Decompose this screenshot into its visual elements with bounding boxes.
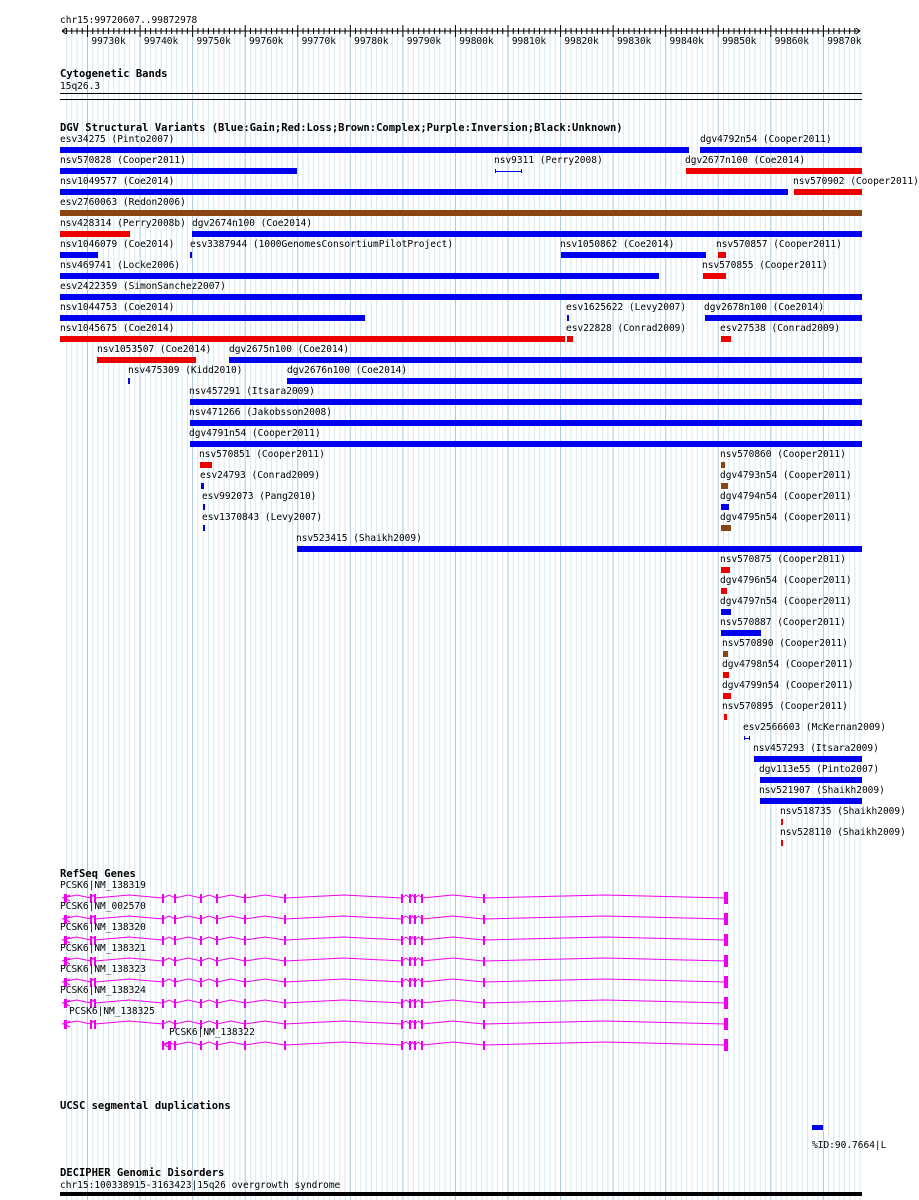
dgv-variant-bar[interactable] [128,378,130,384]
dgv-variant-bar[interactable] [60,336,565,342]
dgv-variant-label: dgv2675n100 (Coe2014) [229,344,350,355]
dgv-variant-bar[interactable] [203,525,205,531]
ruler-tick-label: 99770k [301,36,336,47]
decipher-label: chr15:100338915-3163423|15q26 overgrowth syndrome [60,1180,341,1191]
dgv-variant-label: dgv4794n54 (Cooper2011) [720,491,852,502]
dgv-variant-label: nsv475309 (Kidd2010) [128,365,243,376]
gene-model[interactable] [62,997,728,1009]
dgv-variant-bar[interactable] [754,756,862,762]
gene-label: PCSK6|NM_138323 [60,964,146,975]
dgv-variant-bar[interactable] [60,168,297,174]
ruler-tick-label: 99870k [827,36,862,47]
gene-label: PCSK6|NM_138319 [60,880,146,891]
dgv-variant-bar[interactable] [721,336,731,342]
dgv-variant-bar[interactable] [287,378,862,384]
ruler-tick-label: 99730k [91,36,126,47]
segdup-feature[interactable] [812,1125,823,1130]
dgv-variant-label: nsv1050862 (Coe2014) [560,239,675,250]
dgv-variant-label: dgv4799n54 (Cooper2011) [722,680,854,691]
dgv-variant-label: dgv4791n54 (Cooper2011) [189,428,321,439]
dgv-variant-bar[interactable] [721,504,729,510]
gene-model[interactable] [62,892,728,904]
dgv-variant-label: nsv570828 (Cooper2011) [60,155,186,166]
dgv-variant-bar[interactable] [190,399,862,405]
dgv-variant-label: esv27538 (Conrad2009) [720,323,841,334]
dgv-variant-bar[interactable] [705,315,862,321]
dgv-variant-label: dgv2677n100 (Coe2014) [685,155,806,166]
dgv-variant-label: dgv4798n54 (Cooper2011) [722,659,854,670]
dgv-variant-label: esv3387944 (1000GenomesConsortiumPilotProject) [190,239,454,250]
ruler-tick-label: 99750k [196,36,231,47]
cytoband-top-line [60,93,862,94]
cytoband-bottom-line [60,99,862,100]
ruler-tick-label: 99840k [669,36,704,47]
dgv-variant-label: nsv570902 (Cooper2011) [793,176,919,187]
dgv-variant-bar[interactable] [495,169,522,173]
dgv-variant-bar[interactable] [721,630,761,636]
dgv-variant-bar[interactable] [686,168,862,174]
dgv-variant-bar[interactable] [190,252,192,258]
dgv-variant-bar[interactable] [723,693,731,699]
dgv-variant-bar[interactable] [567,315,569,321]
dgv-variant-label: nsv471266 (Jakobsson2008) [189,407,332,418]
gene-label: PCSK6|NM_002570 [60,901,146,912]
dgv-variant-bar[interactable] [721,483,728,489]
dgv-variant-bar[interactable] [760,798,862,804]
dgv-variant-label: nsv570887 (Cooper2011) [720,617,846,628]
dgv-variant-label: esv24793 (Conrad2009) [200,470,321,481]
dgv-variant-label: esv2422359 (SimonSanchez2007) [60,281,226,292]
dgv-variant-bar[interactable] [721,609,731,615]
dgv-variant-bar[interactable] [721,588,727,594]
dgv-variant-label: nsv1044753 (Coe2014) [60,302,175,313]
dgv-variant-bar[interactable] [723,651,728,657]
dgv-title: DGV Structural Variants (Blue:Gain;Red:Loss;Brown:Complex;Purple:Inversion;Black:Unknown) [60,122,623,134]
dgv-variant-label: dgv4797n54 (Cooper2011) [720,596,852,607]
dgv-variant-label: dgv4795n54 (Cooper2011) [720,512,852,523]
dgv-variant-label: nsv570851 (Cooper2011) [199,449,325,460]
dgv-variant-label: dgv4792n54 (Cooper2011) [700,134,832,145]
ruler-tick-label: 99860k [774,36,809,47]
refseq-title: RefSeq Genes [60,868,136,880]
dgv-variant-label: nsv1053507 (Coe2014) [97,344,212,355]
gene-label: PCSK6|NM_138321 [60,943,146,954]
dgv-variant-label: nsv1049577 (Coe2014) [60,176,175,187]
dgv-variant-label: nsv1046079 (Coe2014) [60,239,175,250]
dgv-variant-label: esv22828 (Conrad2009) [566,323,687,334]
dgv-variant-label: esv1625622 (Levy2007) [566,302,687,313]
dgv-variant-label: esv1370843 (Levy2007) [202,512,323,523]
gene-label: PCSK6|NM_138325 [69,1006,155,1017]
ruler-tick-label: 99820k [564,36,599,47]
dgv-variant-label: nsv570895 (Cooper2011) [722,701,848,712]
ruler-tick-label: 99830k [616,36,652,47]
dgv-variant-label: dgv2674n100 (Coe2014) [192,218,313,229]
dgv-variant-label: dgv4793n54 (Cooper2011) [720,470,852,481]
dgv-variant-bar[interactable] [781,819,783,825]
dgv-variant-label: nsv570860 (Cooper2011) [720,449,846,460]
dgv-variant-bar[interactable] [60,252,98,258]
gene-label: PCSK6|NM_138322 [169,1027,255,1038]
dgv-variant-bar[interactable] [724,714,727,720]
dgv-variant-bar[interactable] [203,504,205,510]
gene-model[interactable] [162,1039,728,1051]
dgv-variant-label: dgv4796n54 (Cooper2011) [720,575,852,586]
gene-model[interactable] [62,1018,728,1030]
dgv-variant-bar[interactable] [229,357,862,363]
ruler-tick-label: 99740k [143,36,179,47]
dgv-variant-bar[interactable] [794,189,862,195]
dgv-variant-bar[interactable] [781,840,783,846]
dgv-variant-bar[interactable] [718,252,726,258]
dgv-variant-label: nsv428314 (Perry2008b) [60,218,186,229]
dgv-variant-bar[interactable] [760,777,862,783]
ruler-tick-label: 99810k [511,36,547,47]
dgv-variant-label: nsv1045675 (Coe2014) [60,323,175,334]
dgv-variant-label: nsv518735 (Shaikh2009) [780,806,906,817]
cytoband-label: 15q26.3 [60,81,101,92]
dgv-variant-label: dgv113e55 (Pinto2007) [759,764,880,775]
dgv-variant-label: dgv2678n100 (Coe2014) [704,302,825,313]
dgv-variant-bar[interactable] [721,525,731,531]
dgv-variant-label: nsv521907 (Shaikh2009) [759,785,885,796]
dgv-variant-bar[interactable] [561,252,706,258]
dgv-variant-bar[interactable] [567,336,573,342]
dgv-variant-bar[interactable] [60,231,130,237]
ruler[interactable] [0,24,890,74]
gene-label: PCSK6|NM_138324 [60,985,146,996]
dgv-variant-bar[interactable] [190,420,862,426]
gene-model[interactable] [62,955,728,967]
dgv-variant-bar[interactable] [703,273,726,279]
dgv-variant-label: esv34275 (Pinto2007) [60,134,175,145]
dgv-variant-bar[interactable] [97,357,196,363]
dgv-variant-label: nsv457291 (Itsara2009) [189,386,315,397]
ruler-tick-label: 99760k [249,36,284,47]
dgv-variant-label: nsv469741 (Locke2006) [60,260,181,271]
dgv-variant-bar[interactable] [60,273,659,279]
dgv-variant-label: nsv9311 (Perry2008) [494,155,603,166]
dgv-variant-bar[interactable] [60,294,862,300]
dgv-variant-label: nsv570855 (Cooper2011) [702,260,828,271]
dgv-variant-bar[interactable] [192,231,862,237]
ruler-tick-label: 99790k [406,36,442,47]
dgv-variant-label: nsv523415 (Shaikh2009) [296,533,422,544]
segdup-label: %ID:90.7664|L [812,1140,887,1151]
gene-label: PCSK6|NM_138320 [60,922,146,933]
segdups-title: UCSC segmental duplications [60,1100,231,1112]
gene-model[interactable] [62,913,728,925]
dgv-variant-label: nsv570875 (Cooper2011) [720,554,846,565]
dgv-variant-label: esv992073 (Pang2010) [202,491,317,502]
gene-model[interactable] [62,934,728,946]
dgv-variant-bar[interactable] [700,147,862,153]
dgv-variant-bar[interactable] [190,441,862,447]
dgv-variant-label: esv2566603 (McKernan2009) [743,722,886,733]
dgv-variant-bar[interactable] [201,483,204,489]
dgv-variant-bar[interactable] [60,189,788,195]
gene-model[interactable] [62,976,728,988]
dgv-variant-bar[interactable] [297,546,862,552]
ruler-tick-label: 99780k [354,36,389,47]
dgv-variant-label: nsv570857 (Cooper2011) [716,239,842,250]
dgv-variant-label: nsv528110 (Shaikh2009) [780,827,906,838]
decipher-title: DECIPHER Genomic Disorders [60,1167,225,1179]
ruler-tick-label: 99800k [459,36,494,47]
ruler-tick-label: 99850k [722,36,757,47]
locus-label: chr15:99720607..99872978 [60,15,198,26]
dgv-variant-bar[interactable] [60,315,365,321]
dgv-variant-bar[interactable] [60,210,862,216]
decipher-feature[interactable] [60,1192,862,1196]
dgv-variant-bar[interactable] [721,567,730,573]
dgv-variant-label: dgv2676n100 (Coe2014) [287,365,408,376]
dgv-variant-label: esv2760063 (Redon2006) [60,197,186,208]
dgv-variant-label: nsv457293 (Itsara2009) [753,743,879,754]
dgv-variant-bar[interactable] [723,672,729,678]
cytobands-title: Cytogenetic Bands [60,68,168,80]
dgv-variant-label: nsv570890 (Cooper2011) [722,638,848,649]
dgv-variant-bar[interactable] [744,736,750,740]
dgv-variant-bar[interactable] [721,462,725,468]
dgv-variant-bar[interactable] [60,147,689,153]
dgv-variant-bar[interactable] [200,462,212,468]
